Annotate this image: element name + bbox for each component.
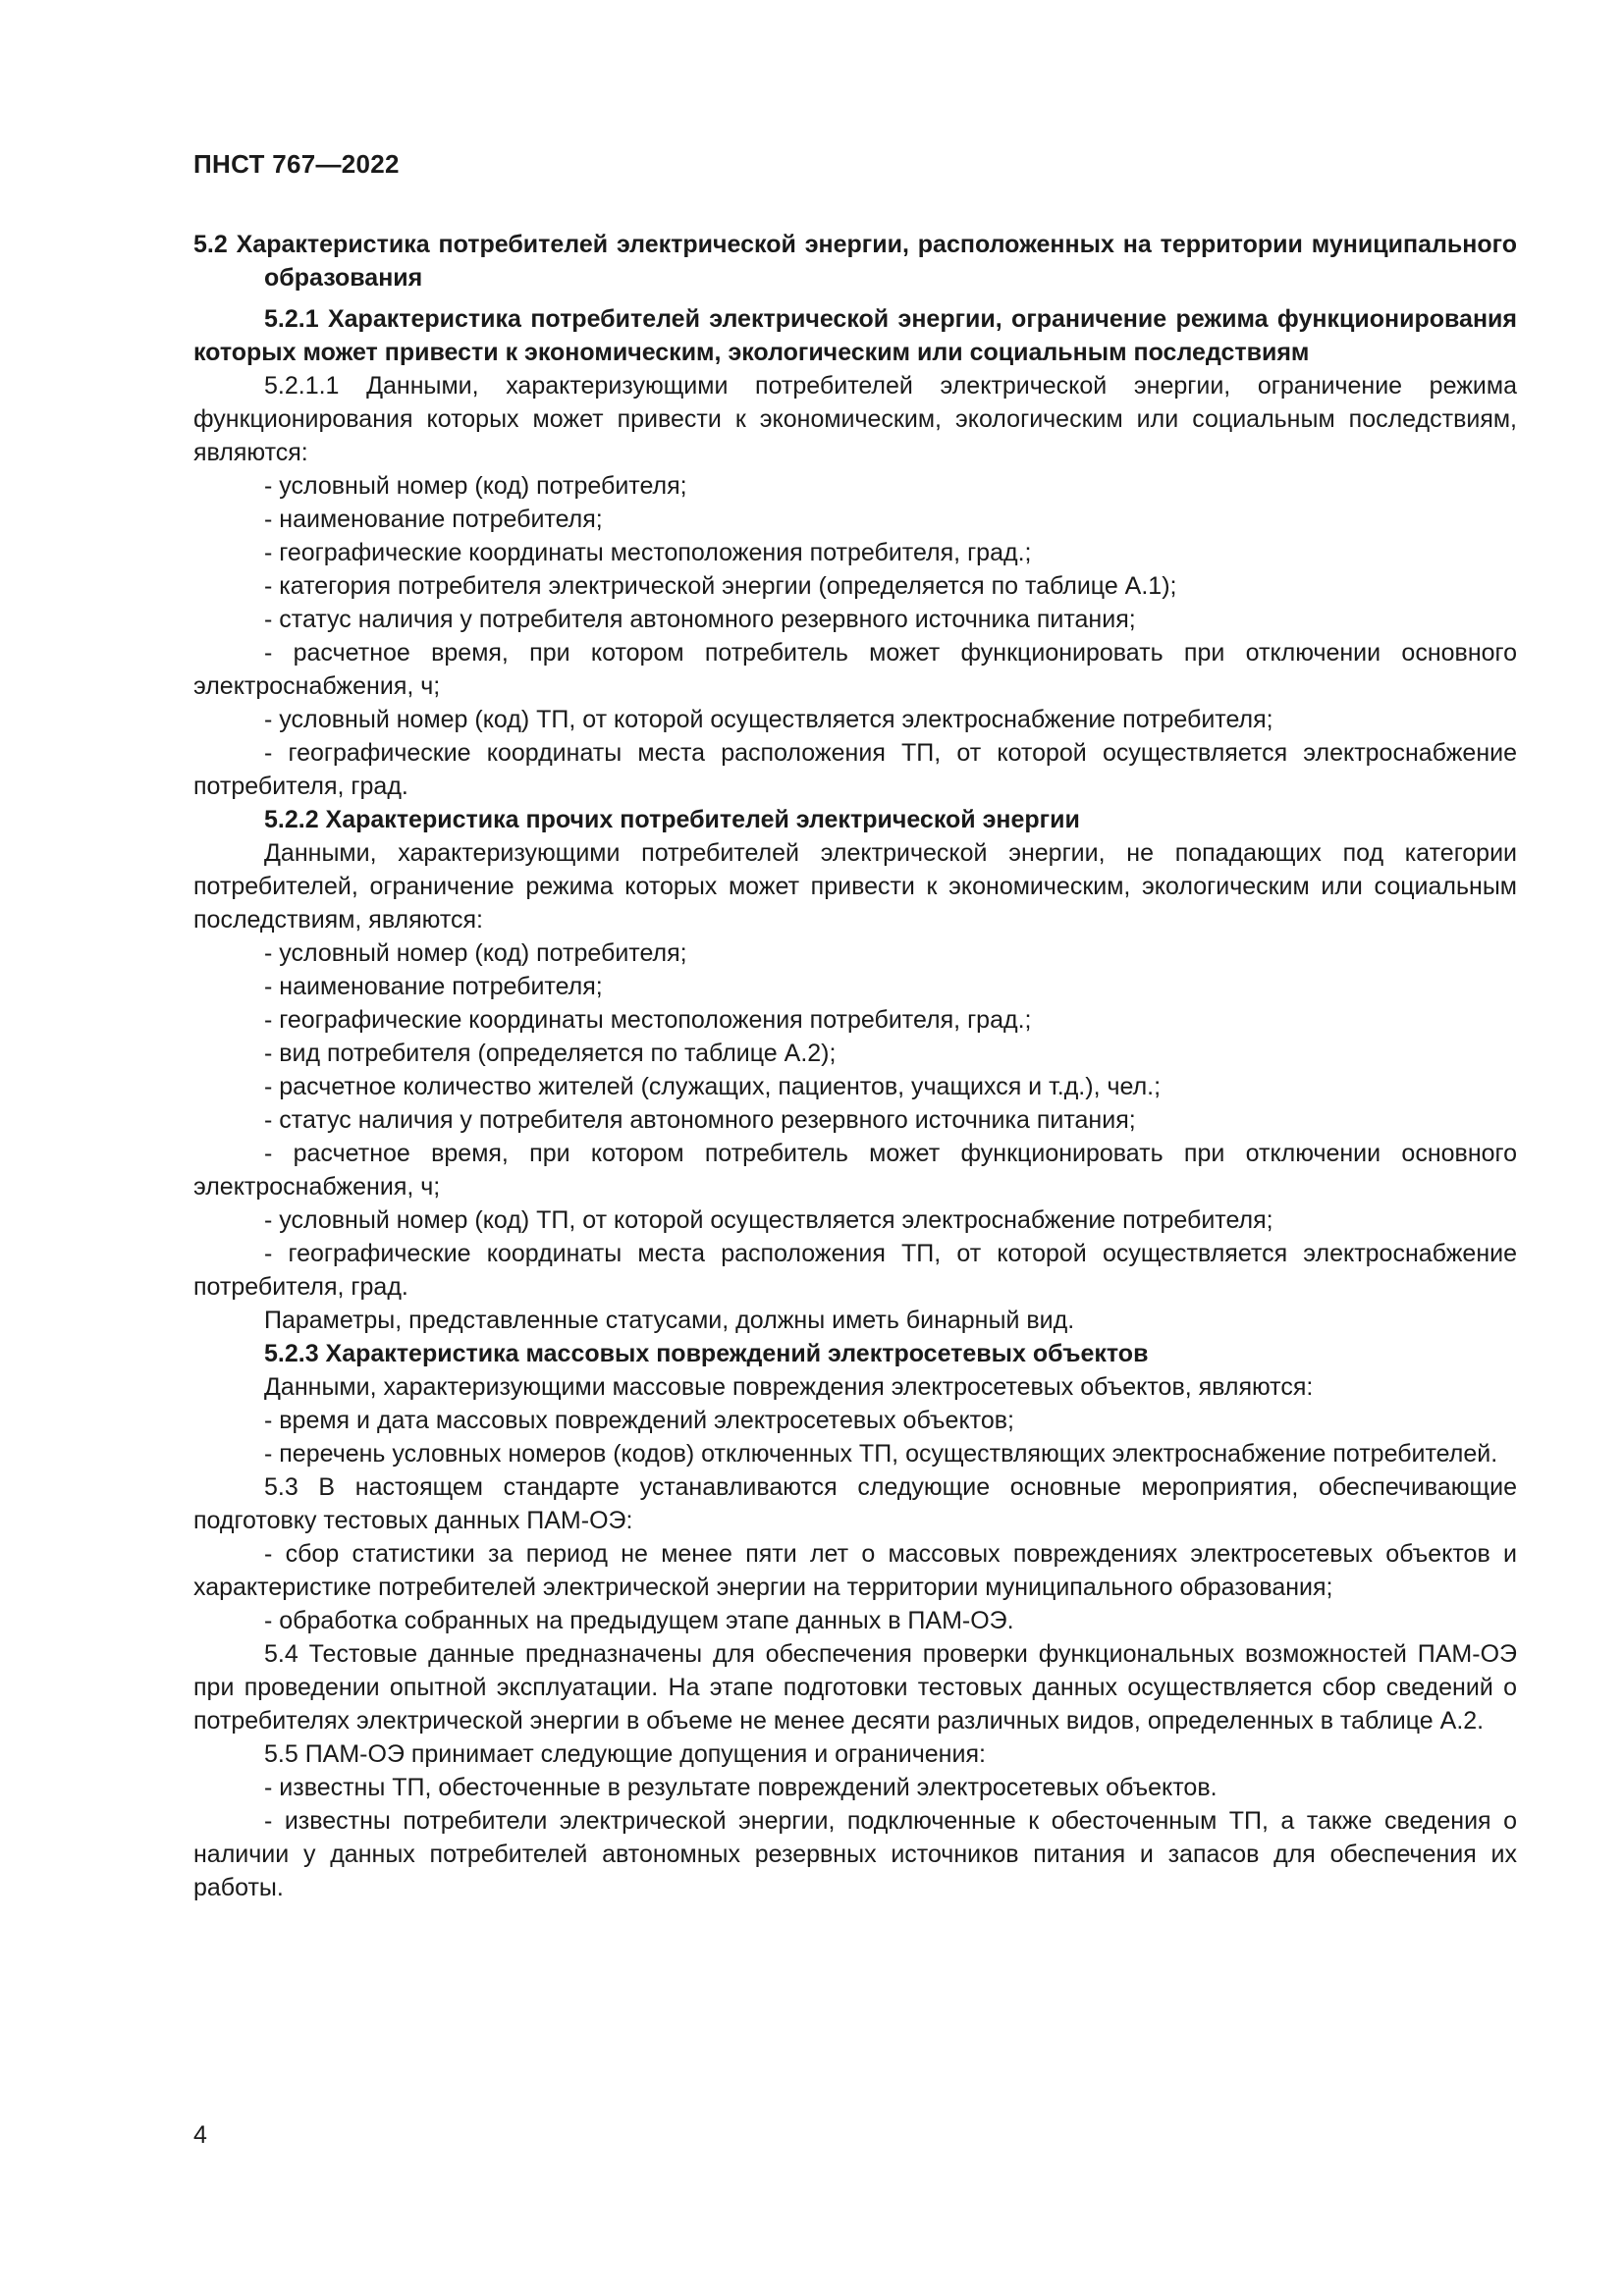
body-paragraph: - перечень условных номеров (кодов) отключенных ТП, осуществляющих электроснабжение потребителей. — [264, 1440, 1498, 1468]
body-paragraph: - условный номер (код) ТП, от которой осуществляется электроснабжение потребителя; — [264, 1206, 1273, 1234]
subsection-heading: 5.2.3 Характеристика массовых повреждений электросетевых объектов — [264, 1340, 1149, 1367]
body-paragraph: - время и дата массовых повреждений электросетевых объектов; — [264, 1407, 1014, 1434]
body-paragraph: - условный номер (код) потребителя; — [264, 939, 687, 967]
body-paragraph: - известны потребители электрической энергии, подключенные к обесточенным ТП, а также сведения о наличии у данных потребителей автономных резервных источников питания и запасов для обеспечения их работы. — [193, 1807, 1517, 1901]
body-paragraph: - сбор статистики за период не менее пяти лет о массовых повреждениях электросетевых объектов и характеристике потребителей электрической энергии на территории муниципального образования; — [193, 1540, 1517, 1601]
body-paragraph: 5.4 Тестовые данные предназначены для обеспечения проверки функциональных возможностей ПАМ-ОЭ при проведении опытной эксплуатации. На этапе подготовки тестовых данных осуществляется сбор сведений о потребителях электрической энергии в объеме не менее десяти различных видов, определенных в таблице А.2. — [193, 1640, 1517, 1735]
body-paragraph: Данными, характеризующими массовые повреждения электросетевых объектов, являются: — [264, 1373, 1314, 1401]
body-paragraph: - условный номер (код) потребителя; — [264, 472, 687, 500]
standard-code: ПНСТ 767—2022 — [193, 149, 400, 179]
subsection-heading: 5.2.1 Характеристика потребителей электрической энергии, ограничение режима функционирования которых может привести к экономическим, экологическим или социальным последствиям — [193, 305, 1517, 366]
body-paragraph: - географические координаты места расположения ТП, от которой осуществляется электроснабжение потребителя, град. — [193, 1240, 1517, 1301]
body-paragraph: 5.2.1.1 Данными, характеризующими потребителей электрической энергии, ограничение режима функционирования которых может привести к экономическим, экологическим или социальным последствиям, являются: — [193, 372, 1517, 466]
body-paragraph: - вид потребителя (определяется по таблице А.2); — [264, 1040, 837, 1067]
document-body — [193, 228, 1517, 1904]
body-paragraph: - географические координаты места расположения ТП, от которой осуществляется электроснабжение потребителя, град. — [193, 739, 1517, 800]
body-paragraph: - расчетное количество жителей (служащих, пациентов, учащихся и т.д.), чел.; — [264, 1073, 1162, 1100]
body-paragraph: - условный номер (код) ТП, от которой осуществляется электроснабжение потребителя; — [264, 706, 1273, 733]
body-paragraph: - обработка собранных на предыдущем этапе данных в ПАМ-ОЭ. — [264, 1607, 1014, 1634]
body-paragraph: - известны ТП, обесточенные в результате повреждений электросетевых объектов. — [264, 1774, 1218, 1801]
section-heading: 5.2 Характеристика потребителей электрической энергии, расположенных на территории муниципального образования — [193, 231, 1517, 292]
body-paragraph: - наименование потребителя; — [264, 973, 603, 1000]
body-paragraph: - статус наличия у потребителя автономного резервного источника питания; — [264, 1106, 1136, 1134]
body-paragraph: - статус наличия у потребителя автономного резервного источника питания; — [264, 606, 1136, 633]
subsection-heading: 5.2.2 Характеристика прочих потребителей электрической энергии — [264, 806, 1080, 833]
body-paragraph: Данными, характеризующими потребителей электрической энергии, не попадающих под категории потребителей, ограничение режима которых может привести к экономическим, экологическим или социальным последствиям, являются: — [193, 839, 1517, 934]
page-number: 4 — [193, 2121, 207, 2149]
body-paragraph: 5.3 В настоящем стандарте устанавливаются следующие основные мероприятия, обеспечивающие подготовку тестовых данных ПАМ-ОЭ: — [193, 1473, 1517, 1534]
body-paragraph: - расчетное время, при котором потребитель может функционировать при отключении основного электроснабжения, ч; — [193, 1140, 1517, 1201]
body-paragraph: - географические координаты местоположения потребителя, град.; — [264, 539, 1032, 566]
body-paragraph: - географические координаты местоположения потребителя, град.; — [264, 1006, 1032, 1034]
body-paragraph: - расчетное время, при котором потребитель может функционировать при отключении основного электроснабжения, ч; — [193, 639, 1517, 700]
body-paragraph: Параметры, представленные статусами, должны иметь бинарный вид. — [264, 1307, 1075, 1334]
body-paragraph: - наименование потребителя; — [264, 506, 603, 533]
body-paragraph: 5.5 ПАМ-ОЭ принимает следующие допущения и ограничения: — [264, 1740, 986, 1768]
body-paragraph: - категория потребителя электрической энергии (определяется по таблице А.1); — [264, 572, 1177, 600]
